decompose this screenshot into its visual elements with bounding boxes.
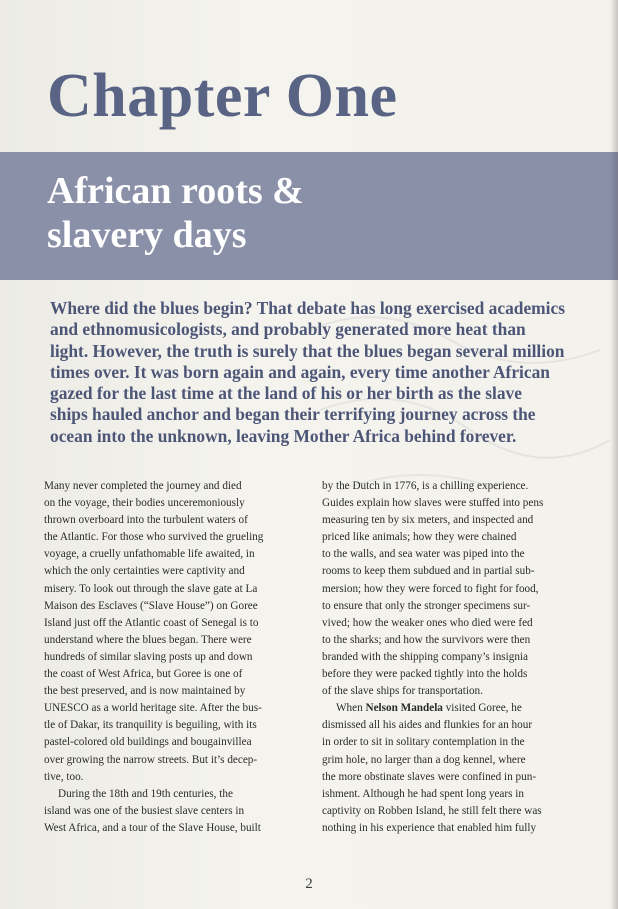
body-line: before they were packed tightly into the holds bbox=[322, 668, 528, 681]
body-line: mersion; how they were forced to fight for food, bbox=[322, 582, 539, 595]
body-line: thrown overboard into the turbulent waters of bbox=[44, 514, 248, 527]
intro-line: ocean into the unknown, leaving Mother Africa behind forever. bbox=[50, 425, 517, 446]
page-number: 2 bbox=[305, 876, 313, 892]
body-line bbox=[322, 700, 587, 717]
body-line: voyage, a cruelly unfathomable life awaited, in bbox=[44, 548, 255, 561]
body-line: grim hole, no larger than a dog kennel, where bbox=[322, 753, 526, 766]
body-line: the coast of West Africa, but Goree is one of bbox=[44, 668, 243, 681]
body-line: misery. To look out through the slave gate at La bbox=[44, 582, 258, 595]
body-line: in order to sit in solitary contemplation in the bbox=[322, 736, 525, 749]
body-line: ishment. Although he had spent long years in bbox=[322, 787, 524, 800]
body-column-left bbox=[44, 478, 309, 837]
body-line: vived; how the weaker ones who died were fed bbox=[322, 616, 533, 629]
body-line: pastel-colored old buildings and bougainvillea bbox=[44, 736, 252, 749]
body-line: branded with the shipping company’s insignia bbox=[322, 650, 529, 663]
body-line: which the only certainties were captivity and bbox=[44, 565, 245, 578]
intro-line: Where did the blues begin? That debate has long exercised academics bbox=[50, 298, 565, 318]
body-line: of the slave ships for transportation. bbox=[322, 685, 483, 698]
body-line: by the Dutch in 1776, is a chilling experience. bbox=[322, 480, 529, 492]
intro-line: light. However, the truth is surely that the blues began several million bbox=[50, 340, 565, 361]
intro-line: times over. It was born again and again, every time another African bbox=[50, 361, 550, 382]
body-line: nothing in his experience that enabled him fully bbox=[322, 821, 537, 834]
body-line: over growing the narrow streets. But it’s decep- bbox=[44, 753, 258, 766]
body-line: Guides explain how slaves were stuffed into pens bbox=[322, 497, 544, 510]
body-line: to ensure that only the stronger specimens sur- bbox=[322, 599, 531, 612]
intro-line: ships hauled anchor and began their terrifying journey across the bbox=[50, 404, 536, 425]
body-line: to the sharks; and how the survivors were then bbox=[322, 633, 531, 646]
intro-line: gazed for the last time at the land of his or her birth as the slave bbox=[50, 383, 522, 404]
subtitle-line: African roots & bbox=[47, 170, 304, 212]
body-line: the Atlantic. For those who survived the grueling bbox=[44, 531, 264, 544]
body-column-right bbox=[322, 478, 587, 837]
body-line: dismissed all his aides and flunkies for an hour bbox=[322, 719, 533, 732]
body-line: Many never completed the journey and died bbox=[44, 480, 242, 492]
body-line: hundreds of similar slaving posts up and down bbox=[44, 650, 253, 663]
body-line: to the walls, and sea water was piped into the bbox=[322, 548, 525, 561]
body-line: on the voyage, their bodies unceremoniously bbox=[44, 497, 245, 510]
body-line: West Africa, and a tour of the Slave House, built bbox=[44, 821, 261, 834]
body-text: When bbox=[336, 702, 366, 715]
subtitle-line: slavery days bbox=[47, 214, 247, 256]
body-line: the best preserved, and is now maintained by bbox=[44, 685, 246, 698]
body-line: priced like animals; how they were chained bbox=[322, 531, 517, 544]
body-line: Maison des Esclaves (“Slave House”) on Goree bbox=[44, 599, 258, 612]
chapter-subtitle bbox=[47, 169, 567, 257]
body-line: understand where the blues began. There were bbox=[44, 633, 252, 646]
chapter-title: Chapter One bbox=[47, 62, 398, 130]
body-line: Island just off the Atlantic coast of Senegal is to bbox=[44, 616, 259, 629]
body-line: the more obstinate slaves were confined in pun- bbox=[322, 770, 537, 783]
intro-line: and ethnomusicologists, and probably generated more heat than bbox=[50, 319, 526, 340]
intro-paragraph bbox=[50, 298, 585, 447]
body-line: island was one of the busiest slave centers in bbox=[44, 804, 245, 817]
body-text: visited Goree, he bbox=[442, 702, 522, 715]
body-line: tle of Dakar, its tranquility is beguiling, with its bbox=[44, 719, 257, 732]
body-line: tive, too. bbox=[44, 770, 84, 783]
body-line: rooms to keep them subdued and in partial sub- bbox=[322, 565, 535, 578]
body-line: UNESCO as a world heritage site. After the bus- bbox=[44, 702, 262, 715]
person-name: Nelson Mandela bbox=[365, 702, 443, 715]
body-line: During the 18th and 19th centuries, the bbox=[58, 787, 233, 800]
body-line: captivity on Robben Island, he still felt there was bbox=[322, 804, 542, 817]
page-edge-shadow bbox=[610, 0, 618, 909]
body-line: measuring ten by six meters, and inspected and bbox=[322, 514, 534, 527]
